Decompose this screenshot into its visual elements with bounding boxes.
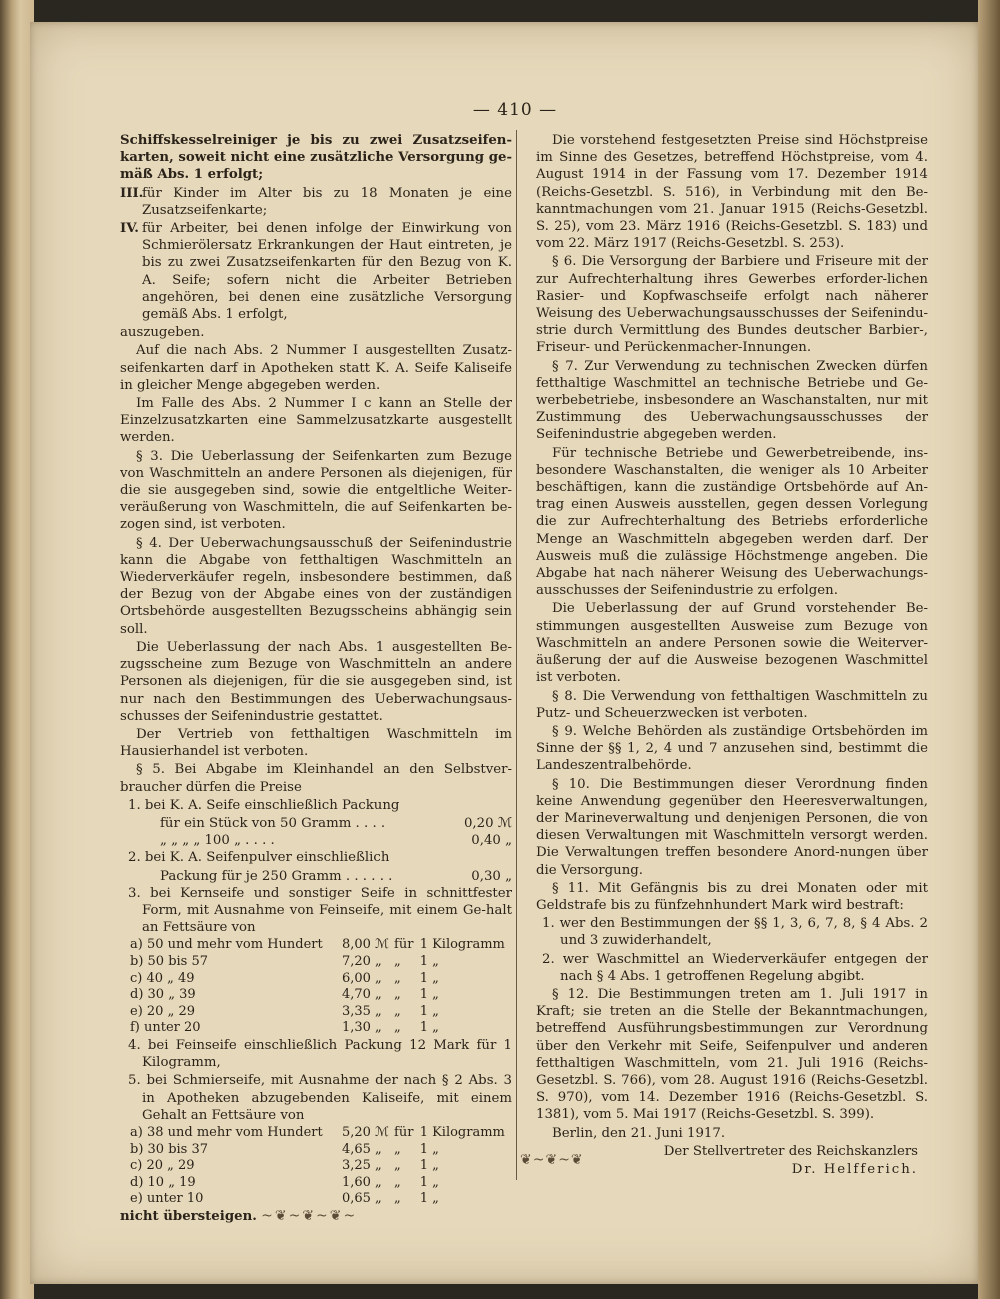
section-10: § 10. Die Bestimmungen dieser Verordnung finden keine Anwendung gegenüber den Heeresverwaltungen, der Marineverwaltung und denjenigen Personen, die von diesen Verwaltungen mit Waschmitteln versorgt werden. Die Verwaltungen treffen besondere Anord-nungen über die Versorgung. — [536, 776, 928, 878]
table-cell: 6,00 — [341, 970, 371, 986]
table-cell: „ — [432, 1174, 439, 1190]
list-item-iv — [120, 220, 512, 323]
table-cell: 3,35 — [341, 1003, 371, 1019]
table-cell: „ — [374, 1003, 382, 1019]
table-cell: 1 — [419, 1003, 429, 1019]
list-item-text: für Kinder im Alter bis zu 18 Monaten je eine Zusatzseifenkarte; — [142, 185, 512, 218]
price-table-schmierseife — [128, 1125, 512, 1208]
section-6: § 6. Die Versorgung der Barbiere und Friseure mit der zur Aufrechterhaltung ihres Gewerbes erforder-lichen Rasier- und Kopfwaschseife erfolgt nach näherer Weisung des Ueberwachungsausschusses der Seifenindu-strie durch Vermittlung des Bundes deutscher Barbier-, Friseur- und Perückenmacher-Innungen. — [536, 254, 928, 356]
table-cell: ℳ — [374, 937, 389, 953]
section-7: § 7. Zur Verwendung zu technischen Zwecken dürfen fetthaltige Waschmittel an technische Betriebe und Ge-werbebetriebe, insbesondere an Waschanstalten, nur mit Zustimmung des Ueberwachungsausschusses der Seifenindustrie abgegeben werden. — [536, 358, 928, 443]
paragraph: Auf die nach Abs. 2 Nummer I ausgestellten Zusatz-seifenkarten darf in Apotheken statt K. A. Seife Kaliseife in gleicher Menge abgegeben werden. — [120, 343, 512, 393]
table-cell: 1 — [419, 1174, 429, 1190]
table-cell: „ — [374, 1158, 382, 1174]
table-row — [128, 1191, 512, 1208]
table-cell: Kilogramm — [432, 937, 505, 953]
table-row — [128, 1125, 512, 1142]
paragraph: Schiffskesselreiniger je bis zu zwei Zusatzseifen-karten, soweit nicht eine zusätzliche Versorgung ge-mäß Abs. 1 erfolgt; — [120, 133, 512, 183]
table-cell: „ — [432, 987, 439, 1003]
table-cell: 1 — [419, 953, 429, 969]
table-cell: 1 — [419, 1124, 429, 1140]
table-cell: b) 30 bis 37 — [130, 1141, 209, 1157]
price-line — [120, 815, 512, 832]
table-row — [128, 1020, 512, 1037]
table-row — [128, 1004, 512, 1021]
table-cell: d) 10 „ 19 — [130, 1174, 196, 1190]
section-5: § 5. Bei Abgabe im Kleinhandel an den Selbstver-braucher dürfen die Preise — [120, 762, 512, 795]
section-3: § 3. Die Ueberlassung der Seifenkarten zum Bezuge von Waschmitteln an andere Personen als diejenigen, für die sie ausgegeben sind, sowie die entgeltliche Weiter-veräußerung von Waschmitteln, die auf Seifenkarten be-zogen sind, ist verboten. — [120, 448, 512, 533]
table-cell: „ — [394, 970, 401, 986]
table-cell: für — [394, 937, 414, 953]
list-item-iii — [120, 185, 512, 219]
table-cell: a) 38 und mehr vom Hundert — [130, 1124, 323, 1140]
table-cell: „ — [374, 970, 382, 986]
table-cell: „ — [394, 1020, 401, 1036]
ornament-icon: ❦~❦~❦ — [520, 1152, 584, 1168]
table-row — [128, 1142, 512, 1159]
list-marker: IV. — [120, 221, 139, 237]
paragraph: Der Vertrieb von fetthaltigen Waschmitteln im Hausierhandel ist verboten. — [120, 726, 512, 760]
price-value: 0,30 „ — [471, 868, 512, 884]
price-value: 0,40 „ — [471, 833, 512, 849]
paragraph: Im Falle des Abs. 2 Nummer I c kann an Stelle der Einzelzusatzkarten eine Sammelzusatzkarte ausgestellt werden. — [120, 396, 512, 446]
price-line — [120, 832, 512, 849]
list-marker: III. — [120, 185, 144, 201]
table-cell: f) unter 20 — [130, 1020, 201, 1036]
penalty-item-2: 2. wer Waschmittel an Wiederverkäufer entgegen der nach § 4 Abs. 1 getroffenen Regelung abgibt. — [542, 951, 928, 984]
table-cell: 4,70 — [341, 987, 371, 1003]
book-right-edge — [978, 0, 1000, 1299]
table-cell: 1 — [419, 1141, 429, 1157]
table-cell: „ — [432, 1003, 439, 1019]
signer-name: Dr. Helfferich. — [791, 1161, 918, 1177]
table-cell: „ — [394, 953, 401, 969]
list-item-text: für Arbeiter, bei denen infolge der Einwirkung von Schmierölersatz Erkrankungen der Haut eintreten, je bis zu zwei Zusatzseifenkarten für den Bezug von K. A. Seife; sofern nicht die Arbeiter Betrieben angehören, bei denen eine zusätzliche Versorgung gemäß Abs. 1 erfolgt, — [142, 221, 512, 323]
table-row — [128, 1175, 512, 1192]
table-cell: 7,20 — [341, 953, 371, 969]
signer-title: Der Stellvertreter des Reichskanzlers — [663, 1143, 918, 1159]
table-row — [128, 971, 512, 988]
section-12: § 12. Die Bestimmungen treten am 1. Juli 1917 in Kraft; sie treten an die Stelle der Bekanntmachungen, betreffend Ausführungsbestimmungen zur Verordnung über den Verkehr mit Seife, Seifenpulver und anderen fetthaltigen Waschmitteln, vom 21. Juli 1916 (Reichs-Gesetzbl. S. 766), vom 28. August 1916 (Reichs-Gesetzbl. S. 970), vom 14. Dezember 1916 (Reichs-Gesetzbl. S. 1381), vom 5. Mai 1917 (Reichs-Gesetzbl. S. 399). — [536, 986, 928, 1123]
paragraph: Die Ueberlassung der auf Grund vorstehender Be-stimmungen ausgestellten Ausweise zum Bezuge von Waschmitteln an andere Personen sowie die Weiterver-äußerung der auf die Ausweise bezogenen Waschmittel ist verboten. — [536, 601, 928, 686]
table-cell: „ — [394, 987, 401, 1003]
left-column — [120, 132, 512, 1226]
price-item-4: 4. bei Feinseife einschließlich Packung 12 Mark für 1 Kilogramm, — [128, 1037, 512, 1071]
table-cell: „ — [432, 970, 439, 986]
table-cell: 1 — [419, 1020, 429, 1036]
table-cell: 1,30 — [341, 1020, 371, 1036]
price-item-1: 1. bei K. A. Seife einschließlich Packung — [128, 797, 400, 813]
section-8: § 8. Die Verwendung von fetthaltigen Waschmitteln zu Putz- und Scheuerzwecken ist verboten. — [536, 688, 928, 721]
table-cell: b) 50 bis 57 — [130, 953, 209, 969]
paragraph: auszugeben. — [120, 325, 205, 341]
price-desc: Packung für je 250 Gramm . . . . . . — [160, 868, 393, 884]
table-cell: 1 — [419, 970, 429, 986]
table-cell: „ — [374, 1141, 382, 1157]
paragraph: Die vorstehend festgesetzten Preise sind Höchstpreise im Sinne des Gesetzes, betreffend Höchstpreise, vom 4. August 1914 in der Fassung vom 17. Dezember 1914 (Reichs-Gesetzbl. S. 516), in Verbindung mit den Be-kanntmachungen vom 21. Januar 1915 (Reichs-Gesetzbl. S. 25), vom 23. März 1916 (Reichs-Gesetzbl. S. 183) und vom 22. März 1917 (Reichs-Gesetzbl. S. 253). — [536, 133, 928, 252]
table-cell: 1 — [419, 937, 429, 953]
table-cell: 1 — [419, 1158, 429, 1174]
table-row — [128, 937, 512, 954]
table-row — [128, 1158, 512, 1175]
table-cell: „ — [394, 1191, 401, 1207]
table-cell: „ — [432, 1020, 439, 1036]
price-item-2: 2. bei K. A. Seifenpulver einschließlich — [128, 850, 390, 866]
column-divider — [516, 130, 517, 1180]
price-line — [120, 868, 512, 885]
table-cell: „ — [394, 1174, 401, 1190]
table-cell: 1,60 — [341, 1174, 371, 1190]
paragraph: Die Ueberlassung der nach Abs. 1 ausgestellten Be-zugsscheine zum Bezuge von Waschmitteln an andere Personen als diejenigen, für die sie ausgegeben sind, ist nur nach den Bestimmungen des Ueberwachungsaus-schusses der Seifenindustrie gestattet. — [120, 639, 512, 724]
page-number: — 410 — — [472, 100, 558, 120]
section-11: § 11. Mit Gefängnis bis zu drei Monaten oder mit Geldstrafe bis zu fünfzehnhundert Mark wird bestraft: — [536, 880, 928, 913]
ornament-icon: ~❦~❦~❦~ — [261, 1207, 358, 1224]
table-row — [128, 987, 512, 1004]
table-cell: 3,25 — [341, 1158, 371, 1174]
section-4: § 4. Der Ueberwachungsausschuß der Seifenindustrie kann die Abgabe von fetthaltigen Waschmitteln an Wiederverkäufer regeln, insbesondere bestimmen, daß der Bezug von der Abgabe eines von der zuständigen Ortsbehörde ausgestellten Bezugsscheins abhängig sein soll. — [120, 535, 512, 637]
table-cell: e) 20 „ 29 — [130, 1003, 195, 1019]
table-cell: d) 30 „ 39 — [130, 987, 196, 1003]
table-row — [128, 954, 512, 971]
table-cell: „ — [374, 953, 382, 969]
table-cell: „ — [374, 1174, 382, 1190]
table-cell: e) unter 10 — [130, 1191, 204, 1207]
table-cell: 4,65 — [341, 1141, 371, 1157]
table-cell: „ — [374, 987, 382, 1003]
price-item-5: 5. bei Schmierseife, mit Ausnahme der nach § 2 Abs. 3 in Apotheken abzugebenden Kaliseife, mit einem Gehalt an Fettsäure von — [128, 1073, 512, 1123]
table-cell: 1 — [419, 987, 429, 1003]
table-cell: „ — [432, 1141, 439, 1157]
table-cell: für — [394, 1124, 414, 1140]
price-value: 0,20 ℳ — [463, 815, 512, 831]
table-cell: 8,00 — [341, 937, 371, 953]
closing-text: nicht übersteigen. — [120, 1208, 257, 1224]
table-cell: Kilogramm — [432, 1124, 505, 1140]
book-binding-edge — [0, 0, 34, 1299]
table-cell: „ — [394, 1158, 401, 1174]
section-9: § 9. Welche Behörden als zuständige Ortsbehörden im Sinne der §§ 1, 2, 4 und 7 anzusehen sind, bestimmt die Landeszentralbehörde. — [536, 723, 928, 774]
price-desc: „ „ „ „ 100 „ . . . . — [160, 833, 275, 849]
table-cell: 1 — [419, 1191, 429, 1207]
date-line: Berlin, den 21. Juni 1917. — [552, 1125, 726, 1141]
table-cell: 5,20 — [341, 1124, 371, 1140]
table-cell: „ — [432, 953, 439, 969]
table-cell: c) 20 „ 29 — [130, 1158, 195, 1174]
table-cell: „ — [374, 1191, 382, 1207]
table-cell: ℳ — [374, 1124, 389, 1140]
table-cell: a) 50 und mehr vom Hundert — [130, 937, 323, 953]
right-column — [536, 132, 928, 1179]
table-cell: „ — [432, 1191, 439, 1207]
table-cell: „ — [374, 1020, 382, 1036]
penalty-item-1: 1. wer den Bestimmungen der §§ 1, 3, 6, 7, 8, § 4 Abs. 2 und 3 zuwiderhandelt, — [542, 916, 928, 949]
price-item-3: 3. bei Kernseife und sonstiger Seife in schnittfester Form, mit Ausnahme von Feinseife, mit einem Ge-halt an Fettsäure von — [128, 885, 512, 936]
table-cell: „ — [394, 1141, 401, 1157]
table-cell: 0,65 — [341, 1191, 371, 1207]
table-cell: „ — [432, 1158, 439, 1174]
paragraph: Für technische Betriebe und Gewerbetreibende, ins-besondere Waschanstalten, die weniger als 10 Arbeiter beschäftigen, kann die zuständige Ortsbehörde auf An-trag einen Ausweis ausstellen, gegen dessen Vorlegung die zur Aufrechterhaltung des Betriebs erforderliche Menge an Waschmitteln abgegeben werden darf. Der Ausweis muß die zulässige Höchstmenge angeben. Die Abgabe hat nach näherer Weisung des Ueberwachungs-ausschusses der Seifenindustrie zu erfolgen. — [536, 445, 928, 599]
table-cell: „ — [394, 1003, 401, 1019]
price-desc: für ein Stück von 50 Gramm . . . . — [160, 815, 386, 831]
table-cell: c) 40 „ 49 — [130, 970, 195, 986]
closing-line — [120, 1208, 512, 1225]
price-table-kernseife — [128, 937, 512, 1037]
